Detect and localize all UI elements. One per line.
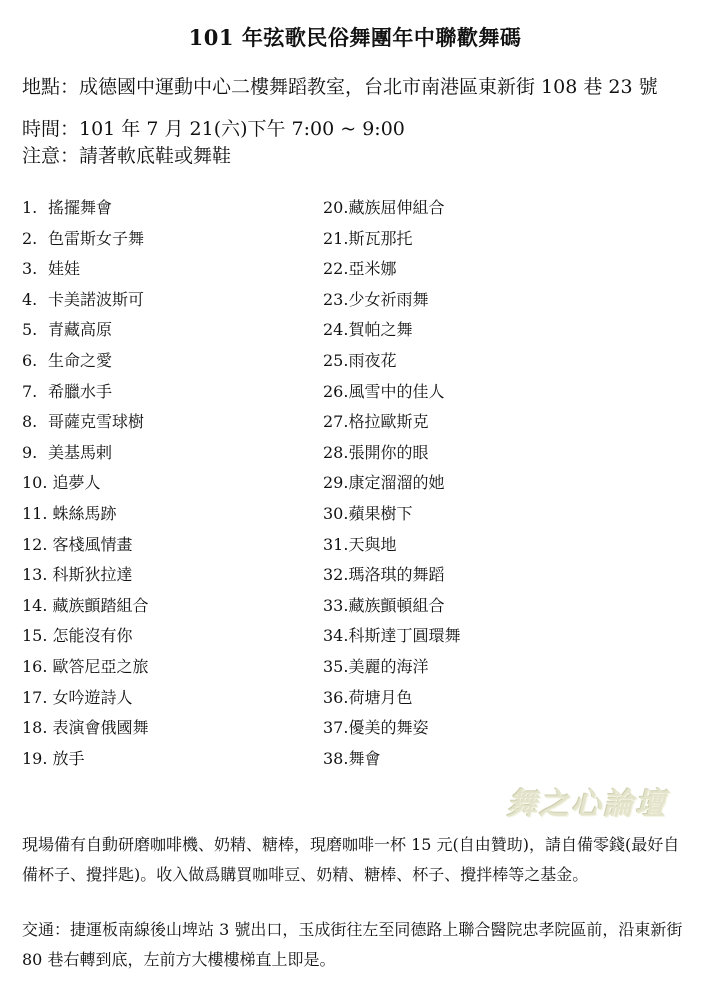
- dance-name: 亞米娜: [348, 259, 397, 279]
- dance-item: [323, 350, 396, 380]
- dance-name: 荷塘月色: [348, 687, 413, 707]
- dance-number: 6.: [22, 351, 38, 370]
- dance-name: 藏族顫頓組合: [348, 595, 445, 615]
- dance-item: [323, 197, 444, 227]
- dance-item: [22, 595, 149, 625]
- dance-number: 35.: [323, 657, 349, 676]
- dance-name: 生命之愛: [48, 351, 113, 370]
- dance-number: 7.: [22, 381, 38, 401]
- dance-number: 15.: [22, 626, 48, 646]
- dance-number: 17.: [22, 687, 48, 707]
- dance-item: [22, 228, 144, 258]
- dance-number: 9.: [22, 442, 38, 462]
- dance-name: 哥薩克雪球樹: [48, 412, 145, 432]
- dance-name: 斯瓦那托: [348, 228, 413, 248]
- dance-name: 科斯達丁圓環舞: [348, 626, 461, 646]
- dance-item: [22, 197, 112, 227]
- dance-name: 搖擺舞會: [48, 198, 113, 217]
- dance-number: 2.: [22, 228, 38, 248]
- dance-item: [323, 564, 444, 594]
- dance-item: [22, 717, 149, 747]
- location-line: 地點：成德國中運動中心二樓舞蹈教室，台北市南港區東新街 108 巷 23 號: [22, 76, 658, 98]
- dance-item: [323, 503, 412, 533]
- dance-item: [323, 534, 396, 564]
- dance-item: [22, 534, 133, 564]
- time-line: 時間：101 年 7 月 21(六)下午 7:00 ~ 9:00: [22, 118, 405, 140]
- dance-name: 蛛絲馬跡: [52, 504, 117, 523]
- dance-item: [323, 656, 428, 686]
- dance-item: [22, 381, 112, 411]
- dance-number: 3.: [22, 259, 38, 279]
- page-title: 101 年弦歌民俗舞團年中聯歡舞碼: [188, 25, 522, 50]
- dance-name: 張開你的眼: [348, 442, 429, 462]
- dance-name: 怎能沒有你: [52, 626, 133, 646]
- dance-name: 優美的舞姿: [348, 718, 429, 738]
- dance-number: 14.: [22, 595, 48, 615]
- dance-number: 36.: [323, 687, 349, 707]
- dance-item: [22, 564, 133, 594]
- dance-name: 藏族顫踏組合: [52, 595, 149, 615]
- dance-item: [22, 503, 117, 533]
- dance-name: 美基馬剌: [48, 442, 113, 462]
- dance-name: 康定溜溜的她: [348, 473, 445, 493]
- dance-name: 希臘水手: [48, 381, 113, 401]
- dance-item: [22, 442, 112, 472]
- dance-number: 12.: [22, 534, 48, 554]
- dance-item: [323, 381, 444, 411]
- dance-item: [22, 258, 80, 288]
- dance-item: [323, 717, 428, 747]
- dance-name: 賀帕之舞: [348, 320, 413, 340]
- dance-name: 格拉歐斯克: [348, 412, 429, 432]
- transport-note: 交通：捷運板南線後山埤站 3 號出口，玉成街往左至同德路上聯合醫院忠孝院區前，沿東新街 80 巷右轉到底，左前方大樓樓梯直上即是。: [22, 920, 683, 969]
- dance-item: [323, 289, 428, 319]
- notice-line: 注意：請著軟底鞋或舞鞋: [22, 145, 232, 167]
- dance-name: 女吟遊詩人: [52, 687, 133, 707]
- dance-item: [22, 289, 144, 319]
- coffee-note: 現場備有自動研磨咖啡機、奶精、糖棒，現磨咖啡一杯 15 元(自由贊助)，請自備零錢(最好自備杯子、攪拌匙)。收入做爲購買咖啡豆、奶精、糖棒、杯子、攪拌棒等之基金。: [22, 835, 680, 884]
- dance-item: [22, 411, 144, 441]
- dance-name: 舞會: [348, 748, 381, 768]
- dance-name: 色雷斯女子舞: [48, 228, 145, 248]
- dance-name: 科斯狄拉達: [52, 565, 133, 585]
- dance-number: 37.: [323, 718, 349, 738]
- dance-number: 38.: [323, 748, 349, 768]
- dance-name: 客棧風情畫: [52, 534, 133, 554]
- dance-number: 31.: [323, 534, 349, 554]
- dance-number: 4.: [22, 289, 38, 309]
- dance-item: [323, 228, 412, 258]
- dance-item: [22, 748, 85, 778]
- dance-item: [323, 748, 380, 778]
- dance-item: [323, 411, 428, 441]
- dance-name: 追夢人: [52, 473, 101, 493]
- dance-item: [323, 472, 444, 502]
- dance-number: 30.: [323, 504, 349, 523]
- dance-number: 22.: [323, 259, 349, 279]
- dance-item: [323, 258, 396, 288]
- dance-item: [323, 687, 412, 717]
- dance-name: 放手: [52, 748, 85, 768]
- dance-number: 8.: [22, 412, 38, 432]
- dance-number: 28.: [323, 442, 349, 462]
- dance-item: [22, 350, 112, 380]
- dance-number: 1.: [22, 198, 38, 217]
- dance-number: 10.: [22, 473, 48, 493]
- dance-number: 11.: [22, 504, 48, 523]
- dance-item: [22, 625, 133, 655]
- dance-number: 5.: [22, 320, 38, 340]
- dance-item: [323, 625, 460, 655]
- dance-name: 瑪洛琪的舞蹈: [348, 565, 445, 585]
- dance-item: [22, 687, 133, 717]
- dance-name: 青藏高原: [48, 320, 113, 340]
- dance-name: 娃娃: [48, 259, 81, 279]
- dance-number: 16.: [22, 657, 48, 676]
- dance-name: 美麗的海洋: [348, 657, 429, 676]
- dance-item: [22, 656, 149, 686]
- dance-item: [323, 442, 428, 472]
- dance-number: 18.: [22, 718, 48, 738]
- dance-number: 25.: [323, 351, 349, 370]
- dance-item: [22, 472, 101, 502]
- dance-number: 13.: [22, 565, 48, 585]
- dance-name: 蘋果樹下: [348, 504, 413, 523]
- dance-number: 27.: [323, 412, 349, 432]
- dance-number: 23.: [323, 289, 349, 309]
- dance-number: 34.: [323, 626, 349, 646]
- dance-item: [22, 319, 112, 349]
- dance-name: 風雪中的佳人: [348, 381, 445, 401]
- dance-number: 29.: [323, 473, 349, 493]
- dance-name: 卡美諾波斯可: [48, 289, 145, 309]
- dance-item: [323, 319, 412, 349]
- dance-number: 24.: [323, 320, 349, 340]
- dance-name: 少女祈雨舞: [348, 289, 429, 309]
- dance-name: 雨夜花: [348, 351, 397, 370]
- dance-name: 表演會俄國舞: [52, 718, 149, 738]
- dance-number: 32.: [323, 565, 349, 585]
- dance-name: 藏族屈伸組合: [348, 198, 445, 217]
- dance-number: 20.: [323, 198, 349, 217]
- dance-name: 歐答尼亞之旅: [52, 657, 149, 676]
- dance-number: 21.: [323, 228, 349, 248]
- dance-item: [323, 595, 444, 625]
- dance-number: 33.: [323, 595, 349, 615]
- dance-number: 19.: [22, 748, 48, 768]
- dance-number: 26.: [323, 381, 349, 401]
- watermark-logo: 舞之心論壇: [507, 787, 667, 822]
- dance-name: 天與地: [348, 534, 397, 554]
